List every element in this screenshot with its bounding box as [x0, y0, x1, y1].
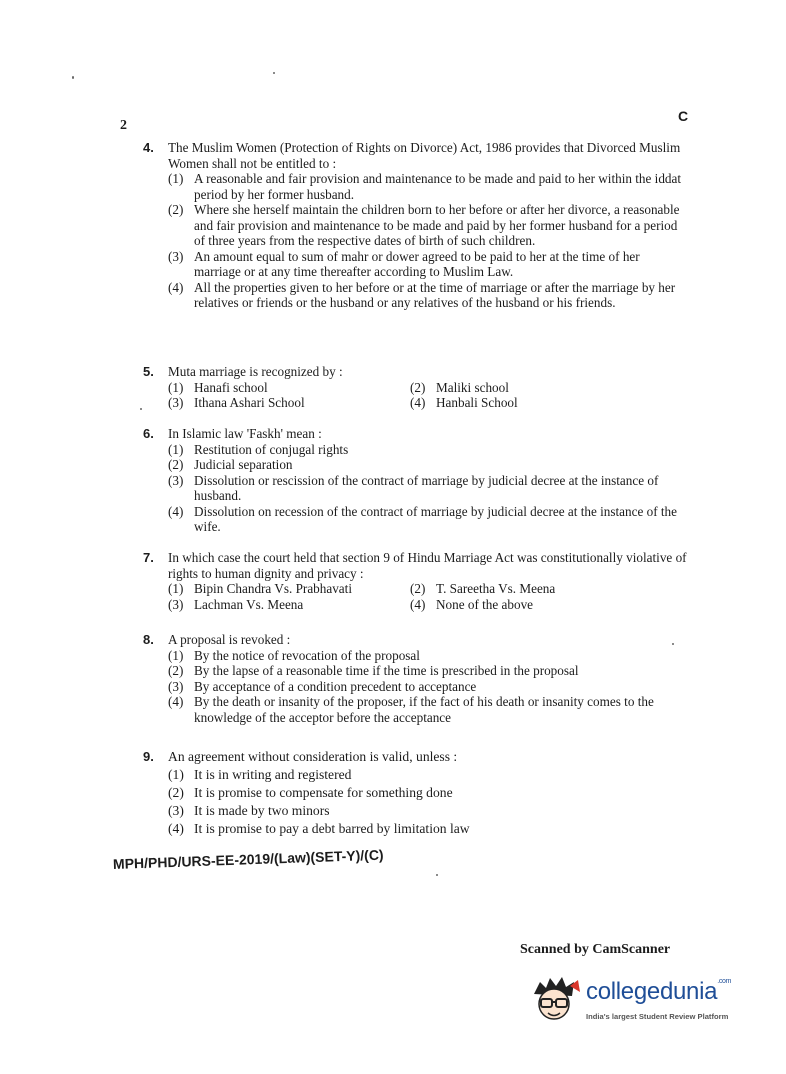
option-number: (3) — [168, 395, 184, 410]
option-text: Ithana Ashari School — [194, 395, 305, 410]
option — [410, 581, 688, 597]
option-number: (2) — [168, 202, 184, 217]
option — [168, 249, 688, 280]
option-text: It is in writing and registered — [194, 767, 352, 782]
option-text: A reasonable and fair provision and maintenance to be made and paid to her within the iddat period by her former husband. — [194, 171, 682, 202]
scan-speck — [672, 643, 674, 645]
option-text: All the properties given to her before or at the time of marriage or after the marriage by her relatives or friends or the husband or any relatives of the husband or his friends. — [194, 279, 676, 310]
option — [168, 473, 688, 504]
option — [168, 457, 688, 473]
paper-code: MPH/PHD/URS-EE-2019/(Law)(SET-Y)/(C) — [112, 846, 384, 872]
scan-speck — [273, 72, 275, 74]
question-6 — [143, 426, 688, 535]
option — [168, 784, 688, 802]
question-text: A proposal is revoked : — [168, 632, 291, 647]
option — [168, 663, 688, 679]
option — [168, 597, 410, 613]
option-number: (4) — [168, 279, 184, 295]
option — [168, 679, 688, 695]
option — [168, 694, 688, 725]
option-text: None of the above — [436, 596, 534, 612]
collegedunia-logo[interactable] — [526, 972, 756, 1032]
option — [168, 581, 410, 597]
option-text: Restitution of conjugal rights — [194, 441, 349, 457]
scan-speck — [72, 76, 74, 79]
question-number: 7. — [143, 550, 154, 565]
question-text: In Islamic law 'Faskh' mean : — [168, 426, 322, 441]
option-number: (2) — [168, 785, 184, 800]
option-text: Where she herself maintain the children born to her before or after her divorce, a reasonable and fair provision and maintenance to be made and paid by her former husband for a period of three years from the respective dates of birth of such children. — [194, 202, 680, 248]
question-4 — [143, 140, 688, 311]
question-9 — [143, 748, 688, 838]
option-text: Hanafi school — [194, 379, 268, 395]
question-5 — [143, 364, 688, 411]
option-text: Hanbali School — [436, 395, 518, 410]
option — [410, 597, 688, 613]
option-number: (1) — [168, 171, 184, 186]
option-text: Maliki school — [436, 379, 509, 395]
question-number: 5. — [143, 364, 154, 379]
option — [168, 504, 688, 535]
option — [168, 202, 688, 249]
option — [168, 395, 410, 411]
option-number: (2) — [410, 581, 426, 596]
option-text: Dissolution or rescission of the contract of marriage by judicial decree at the instance of husband. — [194, 472, 659, 503]
option-text: Dissolution on recession of the contract of marriage by judicial decree at the instance of the wife. — [194, 503, 677, 534]
option-number: (1) — [168, 581, 184, 596]
option-number: (3) — [168, 678, 184, 694]
option-text: By the lapse of a reasonable time if the time is prescribed in the proposal — [194, 663, 579, 678]
option-number: (2) — [168, 457, 184, 472]
option-text: Lachman Vs. Meena — [194, 596, 304, 612]
option-number: (3) — [168, 596, 184, 612]
option-number: (1) — [168, 767, 184, 782]
option-text: Bipin Chandra Vs. Prabhavati — [194, 581, 352, 596]
option-text: By acceptance of a condition precedent to acceptance — [194, 678, 477, 694]
question-number: 8. — [143, 632, 154, 647]
option-text: By the death or insanity of the proposer, if the fact of his death or insanity comes to the knowledge of the acceptor before the acceptance — [194, 694, 654, 725]
option-number: (2) — [168, 663, 184, 678]
scan-speck — [140, 408, 142, 410]
option-text: Judicial separation — [194, 457, 293, 472]
option — [168, 820, 688, 838]
mascot-icon — [526, 972, 584, 1030]
option-number: (4) — [410, 395, 426, 410]
option — [168, 380, 410, 396]
option-text: It is promise to pay a debt barred by limitation law — [194, 821, 470, 836]
option-number: (3) — [168, 803, 184, 818]
question-text: Muta marriage is recognized by : — [168, 364, 343, 379]
question-number: 6. — [143, 426, 154, 441]
brand-name: collegedunia$^{.com}$ — [586, 978, 732, 1005]
option — [168, 802, 688, 820]
question-number: 9. — [143, 749, 154, 764]
option-text: By the notice of revocation of the proposal — [194, 647, 420, 663]
option-number: (1) — [168, 379, 184, 395]
page-number: 2 — [120, 118, 127, 133]
option — [410, 395, 688, 411]
question-text: In which case the court held that section 9 of Hindu Marriage Act was constitutionally violative of rights to human dignity and privacy : — [168, 550, 687, 581]
question-7 — [143, 550, 688, 612]
option — [168, 171, 688, 202]
option-text: T. Sareetha Vs. Meena — [436, 581, 556, 596]
set-letter: C — [678, 108, 689, 124]
option-number: (3) — [168, 248, 184, 264]
option-text: An amount equal to sum of mahr or dower agreed to be paid to her at the time of her marriage or at any time thereafter according to Muslim Law. — [194, 248, 640, 279]
scanned-by-label: Scanned by CamScanner — [520, 942, 671, 957]
option-number: (2) — [410, 379, 426, 395]
option — [168, 442, 688, 458]
option-text: It is promise to compensate for something done — [194, 785, 453, 800]
option-number: (4) — [410, 596, 426, 612]
question-number: 4. — [143, 140, 154, 155]
option-number: (4) — [168, 503, 184, 519]
brand-tagline: India's largest Student Review Platform — [586, 1012, 729, 1021]
option-number: (1) — [168, 647, 184, 663]
option-number: (3) — [168, 472, 184, 488]
question-text: An agreement without consideration is valid, unless : — [168, 749, 458, 764]
option-number: (4) — [168, 821, 184, 836]
option — [410, 380, 688, 396]
question-8 — [143, 632, 688, 725]
question-text: The Muslim Women (Protection of Rights on Divorce) Act, 1986 provides that Divorced Muslim Women shall not be entitled to : — [168, 140, 681, 171]
option — [168, 766, 688, 784]
option-number: (4) — [168, 694, 184, 709]
option-number: (1) — [168, 441, 184, 457]
option — [168, 648, 688, 664]
scan-speck — [436, 874, 438, 876]
option-text: It is made by two minors — [194, 803, 330, 818]
option — [168, 280, 688, 311]
